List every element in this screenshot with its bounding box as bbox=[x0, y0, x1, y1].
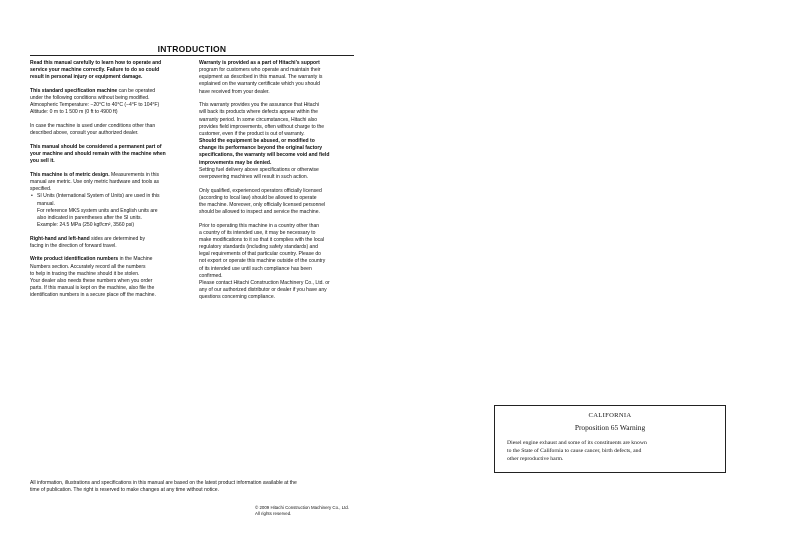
text-line: This warranty provides you the assurance that Hitachi bbox=[199, 102, 320, 109]
text-line: © 2009 Hitachi Construction Machinery Co., Ltd. bbox=[255, 505, 350, 510]
text-line: equipment as described in this manual. The warranty is bbox=[199, 74, 323, 81]
text-line: warranty period. In some circumstances, Hitachi also bbox=[199, 116, 318, 123]
text-line: confirmed. bbox=[199, 272, 223, 279]
text-line: Prior to operating this machine in a country other than bbox=[199, 222, 320, 229]
bold-lead: Right-hand and left-hand bbox=[30, 235, 90, 242]
copyright bbox=[255, 505, 349, 517]
text-line: All information, illustrations and specifications in this manual are based on the latest product information available at the bbox=[30, 480, 297, 486]
text-line: questions concerning compliance. bbox=[199, 294, 276, 301]
text-line: customer, even if the product is out of warranty. bbox=[199, 130, 305, 137]
california-warning-box bbox=[494, 405, 726, 473]
text-line: regulatory standards (including safety standards) and bbox=[199, 244, 318, 251]
text-line: will back its products where defects appear within the bbox=[199, 109, 318, 116]
paragraph bbox=[30, 60, 188, 81]
text-line: you sell it. bbox=[30, 158, 55, 165]
bullet-mark: • bbox=[31, 193, 33, 200]
text-run: can be operated bbox=[117, 87, 156, 94]
text-line: Only qualified, experienced operators officially licensed bbox=[199, 187, 322, 194]
paragraph bbox=[30, 172, 188, 229]
text-line bbox=[30, 236, 188, 243]
right-column bbox=[199, 60, 357, 308]
text-line: Numbers section. Accurately record all the numbers bbox=[30, 263, 146, 270]
text-line: under the following conditions without being modified. bbox=[30, 95, 150, 102]
text-line: your machine and should remain with the machine when bbox=[30, 151, 166, 158]
text-line: For reference MKS system units and English units are bbox=[37, 207, 158, 214]
text-line: explained on the warranty certificate which you should bbox=[199, 81, 320, 88]
text-line: specified. bbox=[30, 186, 52, 193]
text-line: Altitude: 0 m to 1 500 m (0 ft to 4900 ft) bbox=[30, 109, 118, 116]
text-line: change its performance beyond the original factory bbox=[199, 145, 323, 152]
text-line: Example: 24.5 MPa (250 kgf/cm², 3560 psi) bbox=[37, 221, 135, 228]
text-line: Atmospheric Temperature: −20°C to 40°C (−4°F to 104°F) bbox=[30, 102, 160, 109]
text-line: not export or operate this machine outside of the country bbox=[199, 258, 326, 265]
warning-title: CALIFORNIA bbox=[588, 412, 632, 419]
bold-lead: Write product identification numbers bbox=[30, 256, 119, 263]
text-line: manual. bbox=[37, 200, 55, 207]
warning-body bbox=[507, 439, 715, 463]
text-line: manual are metric. Use only metric hardware and tools as bbox=[30, 179, 160, 186]
page-title: INTRODUCTION bbox=[157, 44, 227, 54]
text-line: Setting fuel delivery above specifications or otherwise bbox=[199, 166, 319, 173]
text-line: any of our authorized distributor or dealer if you have any bbox=[199, 287, 327, 294]
left-column bbox=[30, 60, 188, 306]
text-line: Your dealer also needs these numbers when you order bbox=[30, 277, 153, 284]
text-line: also indicated in parentheses after the SI units. bbox=[37, 214, 142, 221]
title-rule bbox=[30, 55, 354, 56]
footer-note bbox=[30, 480, 360, 494]
text-line: This manual should be considered a permanent part of bbox=[30, 143, 162, 150]
text-run: SI Units (International System of Units) are used in this bbox=[37, 193, 160, 200]
paragraph bbox=[199, 60, 357, 96]
text-line: to help in tracing the machine should it be stolen. bbox=[30, 270, 140, 277]
text-line: the machine. Moreover, only officially licensed personnel bbox=[199, 201, 326, 208]
text-line: Please contact Hitachi Construction Machinery Co., Ltd. or bbox=[199, 279, 330, 286]
text-line: time of publication. The right is reserved to make changes at any time without notice. bbox=[30, 487, 219, 494]
warning-subtitle: Proposition 65 Warning bbox=[574, 423, 646, 432]
text-line: Warranty is provided as a part of Hitachi’s support bbox=[199, 60, 320, 66]
paragraph bbox=[30, 236, 188, 250]
text-line: (according to local law) should be allowed to operate bbox=[199, 194, 317, 201]
text-line: improvements may be denied. bbox=[199, 159, 272, 166]
text-line: Should the equipment be abused, or modified to bbox=[199, 138, 315, 145]
text-line: service your machine correctly. Failure to do so could bbox=[30, 67, 160, 74]
paragraph bbox=[30, 123, 188, 137]
text-line: overpowering machines will result in such action. bbox=[199, 173, 309, 180]
text-line: identification numbers in a secure place off the machine. bbox=[30, 292, 156, 299]
text-line: described above, consult your authorized dealer. bbox=[30, 130, 139, 137]
bold-lead: This machine is of metric design. bbox=[30, 171, 110, 178]
text-line: All rights reserved. bbox=[255, 511, 292, 516]
text-line: should be allowed to inspect and service the machine. bbox=[199, 208, 320, 215]
text-line: provides field improvements, often without charge to the bbox=[199, 123, 325, 130]
text-line: to the State of California to cause cancer, birth defects, and bbox=[507, 448, 642, 454]
paragraph bbox=[30, 144, 188, 165]
text-line: In case the machine is used under conditions other than bbox=[30, 123, 156, 130]
text-line: program for customers who operate and maintain their bbox=[199, 67, 321, 74]
paragraph bbox=[199, 188, 357, 217]
text-line: other reproductive harm. bbox=[507, 456, 564, 462]
text-line: result in personal injury or equipment damage. bbox=[30, 74, 143, 81]
text-line bbox=[30, 88, 188, 95]
bullet-item bbox=[30, 193, 188, 200]
text-line: have received from your dealer. bbox=[199, 88, 270, 95]
text-line: parts. If this manual is kept on the machine, also file the bbox=[30, 285, 155, 292]
bold-lead: This standard specification machine bbox=[30, 87, 118, 94]
text-line: legal requirements of that particular country. Please do bbox=[199, 251, 321, 258]
text-line: of its intended use until such compliance has been bbox=[199, 265, 312, 272]
text-run: in the Machine bbox=[118, 256, 153, 263]
text-line: a country of its intended use, it may be necessary to bbox=[199, 229, 316, 236]
text-line: specifications, the warranty will become void and field bbox=[199, 152, 330, 159]
text-line: facing in the direction of forward travel. bbox=[30, 242, 117, 249]
paragraph bbox=[199, 102, 357, 181]
text-line: make modifications to it so that it complies with the local bbox=[199, 236, 325, 243]
text-line bbox=[30, 256, 188, 263]
text-run: sides are determined by bbox=[89, 235, 145, 242]
text-line: Read this manual carefully to learn how to operate and bbox=[30, 60, 162, 66]
text-line: Diesel engine exhaust and some of its constituents are known bbox=[507, 440, 647, 446]
text-line bbox=[30, 172, 188, 179]
text-run: Measurements in this bbox=[109, 171, 160, 178]
paragraph bbox=[199, 223, 357, 302]
paragraph bbox=[30, 256, 188, 299]
paragraph bbox=[30, 88, 188, 117]
